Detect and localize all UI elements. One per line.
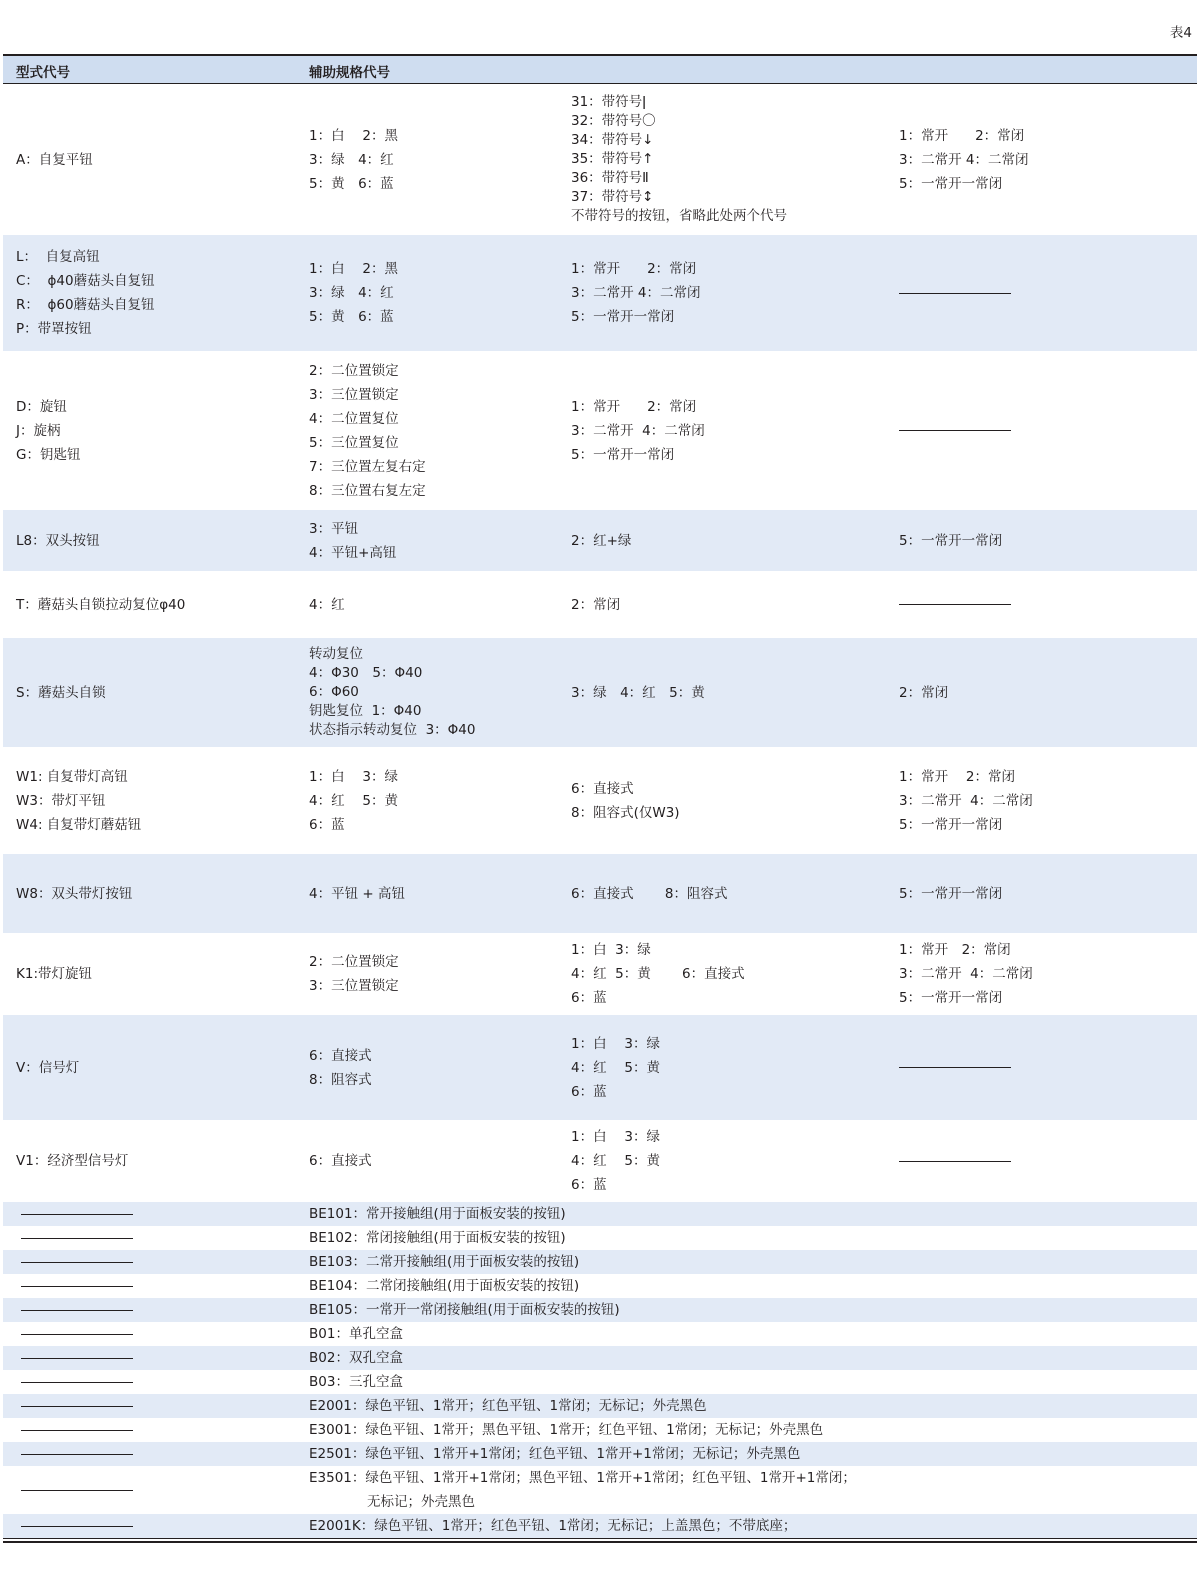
accessory-text bbox=[309, 1298, 620, 1322]
cell-line: 3：三位置锁定 bbox=[309, 386, 399, 403]
cell-line: 3：二常开 4：二常闭 bbox=[571, 422, 705, 439]
cell-line: 4：红 5：黄 bbox=[571, 1153, 660, 1169]
cell-c4 bbox=[899, 351, 1189, 510]
bottom-rule-double bbox=[3, 1541, 1197, 1543]
cell-line: L8：双头按钮 bbox=[16, 532, 100, 549]
cell-c3 bbox=[571, 747, 891, 854]
cell-line: 2：二位置锁定 bbox=[309, 362, 399, 379]
cell-c4 bbox=[899, 933, 1189, 1015]
empty-dash bbox=[21, 1262, 133, 1263]
header-model-code: 型式代号 bbox=[16, 65, 70, 81]
cell-c2 bbox=[309, 84, 559, 235]
cell-line: 3：绿 4：红 bbox=[309, 151, 394, 168]
cell-c3 bbox=[571, 1015, 891, 1120]
cell-line: W3：带灯平钮 bbox=[16, 792, 106, 809]
cell-line: 1：白 2：黑 bbox=[309, 127, 398, 144]
cell-c2 bbox=[309, 351, 559, 510]
cell-c1 bbox=[16, 510, 296, 571]
cell-line: 6：直接式 bbox=[309, 1047, 372, 1064]
accessory-line: BE105：一常开一常闭接触组(用于面板安装的按钮) bbox=[309, 1302, 620, 1318]
accessory-line: E3501：绿色平钮、1常开+1常闭；黑色平钮、1常开+1常闭；红色平钮、1常开+1常闭； bbox=[309, 1470, 856, 1486]
cell-line: 3：二常开 4：二常闭 bbox=[571, 285, 701, 301]
cell-line: 32：带符号〇 bbox=[571, 113, 656, 129]
cell-line: 1：白 3：绿 bbox=[571, 1129, 660, 1145]
cell-line: 5：三位置复位 bbox=[309, 434, 399, 451]
cell-line: W1: 自复带灯高钮 bbox=[16, 768, 128, 785]
empty-dash bbox=[21, 1214, 133, 1215]
cell-c4 bbox=[899, 1015, 1189, 1120]
cell-line: 1：白 3：绿 bbox=[571, 942, 651, 958]
spec-table bbox=[3, 54, 1197, 1543]
cell-line: 6：蓝 bbox=[571, 1083, 607, 1100]
cell-line: 31：带符号ǀ bbox=[571, 94, 647, 110]
table-number: 表4 bbox=[1169, 25, 1192, 41]
accessory-text bbox=[309, 1394, 707, 1418]
accessory-line: E2501：绿色平钮、1常开+1常闭；红色平钮、1常开+1常闭；无标记；外壳黑色 bbox=[309, 1446, 801, 1462]
empty-dash bbox=[899, 1161, 1011, 1162]
cell-line: 5：一常开一常闭 bbox=[899, 885, 1003, 902]
empty-dash bbox=[899, 1067, 1011, 1068]
empty-dash bbox=[21, 1334, 133, 1335]
empty-dash bbox=[899, 430, 1011, 431]
cell-line: 3：二常开 4：二常闭 bbox=[899, 966, 1033, 982]
cell-line: 5：黄 6：蓝 bbox=[309, 309, 394, 325]
cell-c4 bbox=[899, 854, 1189, 933]
table-row bbox=[3, 854, 1197, 933]
cell-c1 bbox=[16, 747, 296, 854]
cell-line: 5：黄 6：蓝 bbox=[309, 175, 394, 192]
cell-c4 bbox=[899, 1120, 1189, 1202]
accessory-row bbox=[3, 1514, 1197, 1538]
cell-line: 1：常开 2：常闭 bbox=[899, 942, 1011, 958]
table-row bbox=[3, 510, 1197, 571]
cell-line: V：信号灯 bbox=[16, 1059, 80, 1076]
cell-line: 6：直接式 8：阻容式 bbox=[571, 885, 728, 902]
table-row bbox=[3, 351, 1197, 510]
table-row bbox=[3, 747, 1197, 854]
cell-line: 4：红 5：黄 bbox=[571, 1059, 660, 1076]
accessory-row bbox=[3, 1370, 1197, 1394]
cell-line: P：带罩按钮 bbox=[16, 321, 92, 337]
cell-line: 6：蓝 bbox=[571, 1177, 607, 1193]
cell-line: W4: 自复带灯蘑菇钮 bbox=[16, 816, 142, 833]
cell-line: 5：一常开一常闭 bbox=[899, 990, 1003, 1006]
cell-line: 1：常开 2：常闭 bbox=[899, 127, 1025, 144]
table-row bbox=[3, 1015, 1197, 1120]
cell-line: 4：红 5：黄 6：直接式 bbox=[571, 966, 745, 982]
accessory-text bbox=[309, 1250, 579, 1274]
cell-line: 4：红 bbox=[309, 596, 345, 613]
cell-line: 36：带符号Ⅱ bbox=[571, 170, 649, 186]
cell-line: 3：三位置锁定 bbox=[309, 978, 399, 994]
cell-c3 bbox=[571, 351, 891, 510]
accessory-line: B01：单孔空盒 bbox=[309, 1326, 403, 1342]
cell-line: 1：常开 2：常闭 bbox=[899, 768, 1015, 785]
cell-line: 1：白 2：黑 bbox=[309, 261, 398, 277]
cell-line: 5：一常开一常闭 bbox=[899, 532, 1003, 549]
accessory-row bbox=[3, 1202, 1197, 1226]
accessory-line: BE104：二常闭接触组(用于面板安装的按钮) bbox=[309, 1278, 580, 1294]
cell-line: L： 自复高钮 bbox=[16, 249, 100, 265]
cell-line: 2：二位置锁定 bbox=[309, 954, 399, 970]
cell-c3 bbox=[571, 235, 891, 351]
accessory-line: E2001K：绿色平钮、1常开；红色平钮、1常闭；无标记；上盖黑色；不带底座； bbox=[309, 1518, 797, 1534]
cell-line: 5：一常开一常闭 bbox=[571, 309, 675, 325]
accessory-row bbox=[3, 1226, 1197, 1250]
cell-c1 bbox=[16, 571, 296, 638]
table-row bbox=[3, 638, 1197, 747]
accessory-text bbox=[309, 1442, 800, 1466]
cell-line: 4：Φ30 5：Φ40 bbox=[309, 665, 423, 681]
accessory-text bbox=[309, 1274, 579, 1298]
cell-line: 3：平钮 bbox=[309, 520, 359, 537]
table-row bbox=[3, 84, 1197, 235]
cell-c4 bbox=[899, 510, 1189, 571]
cell-line: 6：蓝 bbox=[571, 990, 607, 1006]
cell-line: 3：二常开 4：二常闭 bbox=[899, 792, 1033, 809]
accessory-line: E3001：绿色平钮、1常开；黑色平钮、1常开；红色平钮、1常闭；无标记；外壳黑色 bbox=[309, 1422, 824, 1438]
accessory-row bbox=[3, 1442, 1197, 1466]
cell-line: 4：二位置复位 bbox=[309, 410, 399, 427]
cell-line: G：钥匙钮 bbox=[16, 446, 81, 463]
cell-c2 bbox=[309, 933, 559, 1015]
empty-dash bbox=[21, 1526, 133, 1527]
cell-line: 6：直接式 bbox=[309, 1153, 372, 1169]
accessory-row bbox=[3, 1346, 1197, 1370]
accessory-line: B03：三孔空盒 bbox=[309, 1374, 403, 1390]
cell-line: 3：绿 4：红 bbox=[309, 285, 394, 301]
table-row bbox=[3, 235, 1197, 351]
cell-line: 5：一常开一常闭 bbox=[571, 446, 675, 463]
accessory-line: BE102：常闭接触组(用于面板安装的按钮) bbox=[309, 1230, 566, 1246]
cell-line: 转动复位 bbox=[309, 646, 363, 662]
cell-line: 1：常开 2：常闭 bbox=[571, 398, 697, 415]
empty-dash bbox=[21, 1490, 133, 1491]
cell-c2 bbox=[309, 235, 559, 351]
cell-line: W8：双头带灯按钮 bbox=[16, 885, 133, 902]
cell-line: 钥匙复位 1：Φ40 bbox=[309, 703, 422, 719]
cell-c1 bbox=[16, 1120, 296, 1202]
cell-line: D：旋钮 bbox=[16, 398, 67, 415]
accessory-row bbox=[3, 1298, 1197, 1322]
empty-dash bbox=[21, 1406, 133, 1407]
cell-line: 1：白 3：绿 bbox=[571, 1035, 660, 1052]
cell-c3 bbox=[571, 933, 891, 1015]
accessory-line: BE103：二常开接触组(用于面板安装的按钮) bbox=[309, 1254, 580, 1270]
accessory-text bbox=[309, 1346, 403, 1370]
cell-c2 bbox=[309, 1120, 559, 1202]
cell-line: K1:带灯旋钮 bbox=[16, 966, 92, 982]
accessory-text bbox=[309, 1466, 856, 1514]
bottom-rule bbox=[3, 1538, 1197, 1539]
cell-line: A：自复平钮 bbox=[16, 151, 93, 168]
cell-c3 bbox=[571, 571, 891, 638]
cell-line: 状态指示转动复位 3：Φ40 bbox=[309, 722, 476, 738]
cell-line: 35：带符号↑ bbox=[571, 151, 654, 167]
empty-dash bbox=[21, 1238, 133, 1239]
cell-c1 bbox=[16, 854, 296, 933]
accessory-row bbox=[3, 1274, 1197, 1298]
accessory-row bbox=[3, 1394, 1197, 1418]
cell-line: 5：一常开一常闭 bbox=[899, 816, 1003, 833]
cell-c4 bbox=[899, 235, 1189, 351]
cell-line: V1：经济型信号灯 bbox=[16, 1153, 129, 1169]
accessory-list bbox=[3, 1202, 1197, 1538]
empty-dash bbox=[21, 1454, 133, 1455]
cell-line: 2：红+绿 bbox=[571, 532, 632, 549]
accessory-row bbox=[3, 1418, 1197, 1442]
cell-line: 7：三位置左复右定 bbox=[309, 458, 426, 475]
cell-c4 bbox=[899, 747, 1189, 854]
cell-c2 bbox=[309, 510, 559, 571]
cell-c3 bbox=[571, 638, 891, 747]
cell-line: 1：常开 2：常闭 bbox=[571, 261, 697, 277]
cell-c1 bbox=[16, 235, 296, 351]
accessory-line: 无标记；外壳黑色 bbox=[367, 1494, 475, 1510]
cell-c1 bbox=[16, 84, 296, 235]
cell-line: 6：Φ60 bbox=[309, 684, 359, 700]
cell-c1 bbox=[16, 1015, 296, 1120]
cell-c3 bbox=[571, 1120, 891, 1202]
cell-line: 8：阻容式(仅W3) bbox=[571, 804, 680, 821]
accessory-row bbox=[3, 1322, 1197, 1346]
cell-line: 1：白 3：绿 bbox=[309, 768, 398, 785]
empty-dash bbox=[21, 1310, 133, 1311]
table-row bbox=[3, 571, 1197, 638]
cell-line: C： ϕ40蘑菇头自复钮 bbox=[16, 273, 155, 289]
cell-line: 2：常闭 bbox=[571, 596, 621, 613]
cell-c3 bbox=[571, 854, 891, 933]
cell-c2 bbox=[309, 854, 559, 933]
cell-line: 3：二常开 4：二常闭 bbox=[899, 151, 1029, 168]
cell-c1 bbox=[16, 933, 296, 1015]
cell-line: 4：红 5：黄 bbox=[309, 792, 398, 809]
cell-line: S：蘑菇头自锁 bbox=[16, 684, 106, 701]
accessory-text bbox=[309, 1418, 823, 1442]
cell-line: 8：阻容式 bbox=[309, 1071, 372, 1088]
cell-line: 2：常闭 bbox=[899, 684, 949, 701]
accessory-text bbox=[309, 1370, 403, 1394]
cell-c3 bbox=[571, 84, 891, 235]
cell-c2 bbox=[309, 571, 559, 638]
accessory-text bbox=[309, 1226, 566, 1250]
cell-line: 4：平钮+高钮 bbox=[309, 544, 397, 561]
cell-line: 34：带符号↓ bbox=[571, 132, 654, 148]
accessory-line: B02：双孔空盒 bbox=[309, 1350, 403, 1366]
cell-line: 37：带符号↕ bbox=[571, 189, 654, 205]
cell-line: 6：直接式 bbox=[571, 780, 634, 797]
cell-c3 bbox=[571, 510, 891, 571]
cell-c2 bbox=[309, 1015, 559, 1120]
accessory-text bbox=[309, 1514, 796, 1538]
cell-line: 5：一常开一常闭 bbox=[899, 175, 1003, 192]
accessory-line: E2001：绿色平钮、1常开；红色平钮、1常闭；无标记；外壳黑色 bbox=[309, 1398, 707, 1414]
cell-line: R： ϕ60蘑菇头自复钮 bbox=[16, 297, 155, 313]
cell-line: J：旋柄 bbox=[16, 422, 61, 439]
cell-c1 bbox=[16, 351, 296, 510]
cell-c1 bbox=[16, 638, 296, 747]
empty-dash bbox=[21, 1286, 133, 1287]
empty-dash bbox=[899, 604, 1011, 605]
cell-line: 3：绿 4：红 5：黄 bbox=[571, 684, 705, 701]
header-aux-spec-code: 辅助规格代号 bbox=[309, 65, 390, 81]
empty-dash bbox=[21, 1382, 133, 1383]
accessory-text bbox=[309, 1322, 403, 1346]
table-header bbox=[3, 56, 1197, 84]
cell-c2 bbox=[309, 747, 559, 854]
cell-c2 bbox=[309, 638, 559, 747]
empty-dash bbox=[899, 293, 1011, 294]
cell-line: T：蘑菇头自锁拉动复位φ40 bbox=[16, 596, 186, 613]
cell-line: 8：三位置右复左定 bbox=[309, 482, 426, 499]
cell-c4 bbox=[899, 571, 1189, 638]
table-row bbox=[3, 1120, 1197, 1202]
cell-line: 6：蓝 bbox=[309, 816, 345, 833]
empty-dash bbox=[21, 1430, 133, 1431]
table-body bbox=[3, 84, 1197, 1202]
empty-dash bbox=[21, 1358, 133, 1359]
table-row bbox=[3, 933, 1197, 1015]
cell-c4 bbox=[899, 84, 1189, 235]
cell-line: 4：平钮 + 高钮 bbox=[309, 885, 405, 902]
cell-c4 bbox=[899, 638, 1189, 747]
cell-line: 不带符号的按钮，省略此处两个代号 bbox=[571, 208, 787, 224]
accessory-row bbox=[3, 1250, 1197, 1274]
accessory-text bbox=[309, 1202, 566, 1226]
accessory-row bbox=[3, 1466, 1197, 1514]
accessory-line: BE101：常开接触组(用于面板安装的按钮) bbox=[309, 1206, 566, 1222]
